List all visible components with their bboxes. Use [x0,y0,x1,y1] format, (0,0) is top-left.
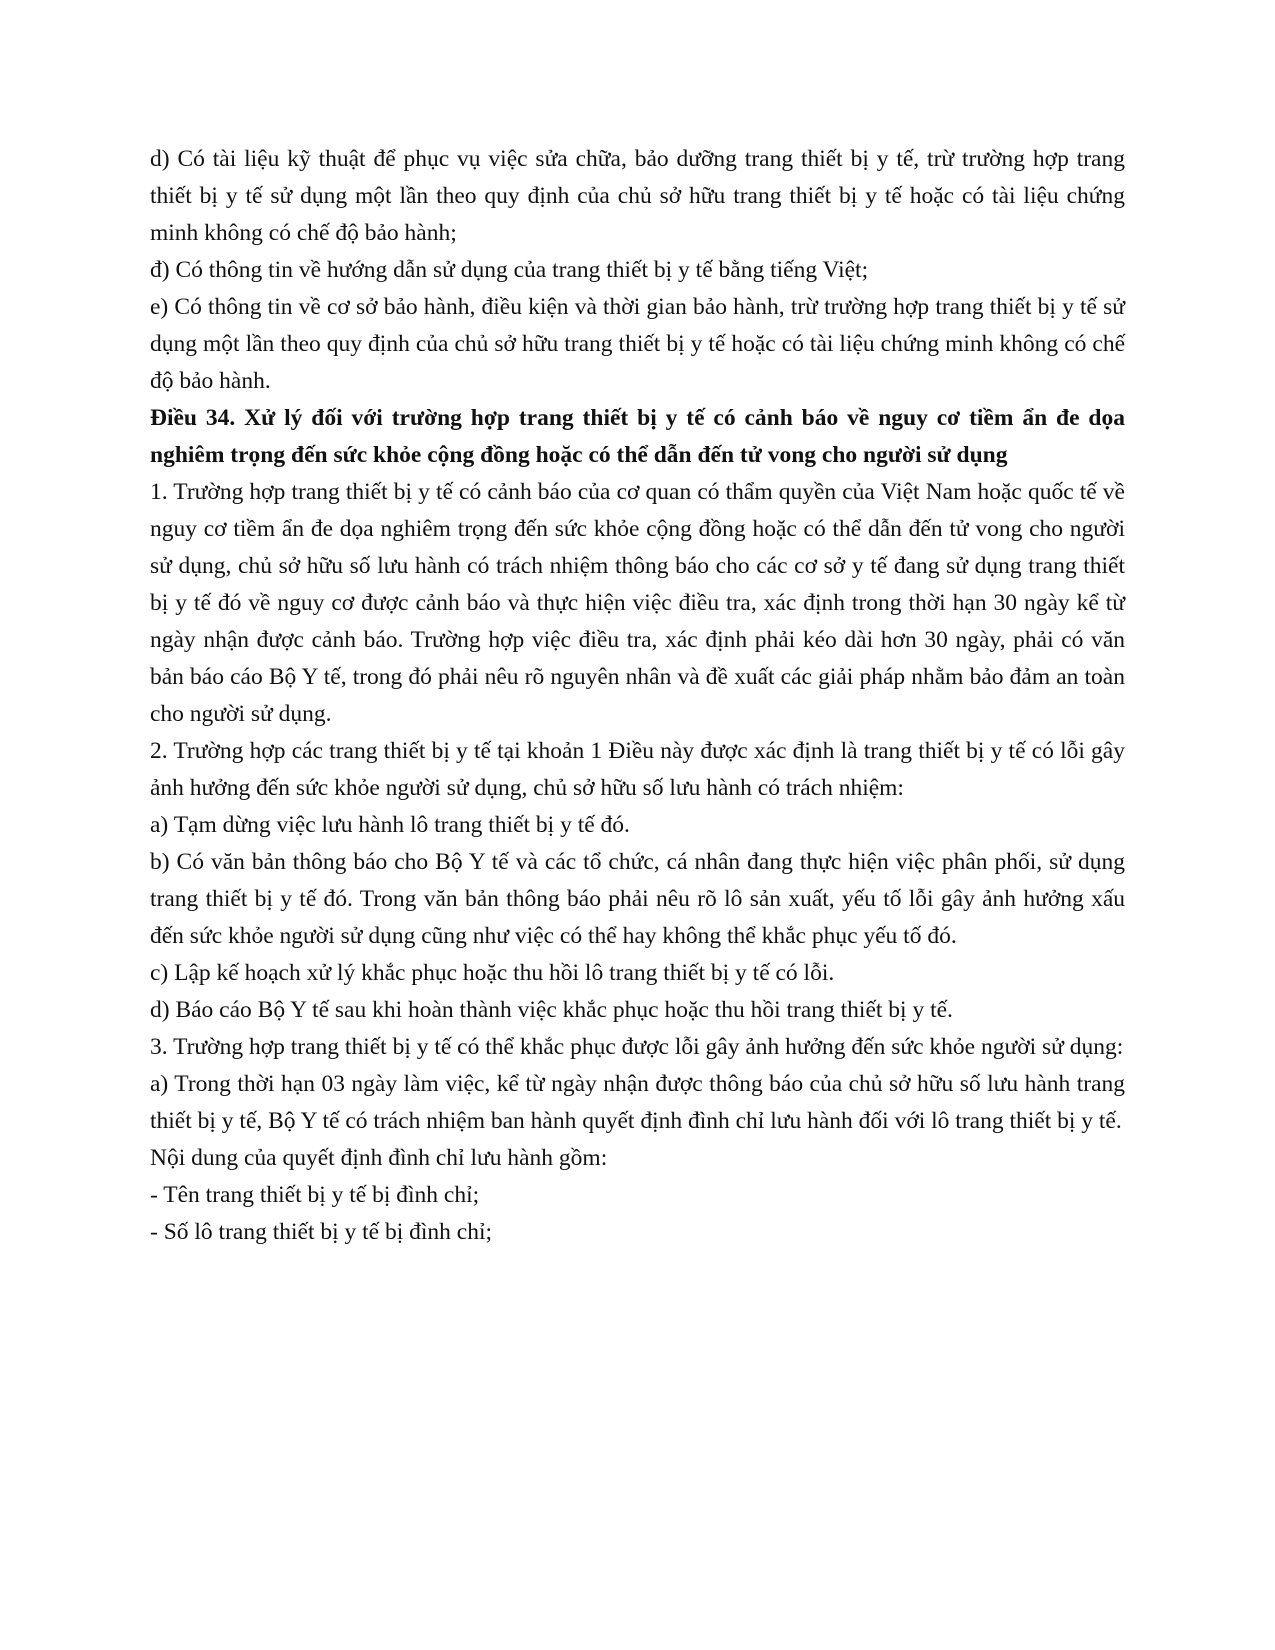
paragraph-clause-3-a: a) Trong thời hạn 03 ngày làm việc, kể từ ngày nhận được thông báo của chủ sở hữu số lưu hành trang thiết bị y tế, Bộ Y tế có trách nhiệm ban hành quyết định đình chỉ lưu hành đối với lô trang thiết bị y tế. [150,1071,1125,1134]
article-34-heading: Điều 34. Xử lý đối với trường hợp trang thiết bị y tế có cảnh báo về nguy cơ tiềm ẩn đe dọa nghiêm trọng đến sức khỏe cộng đồng hoặc có thể dẫn đến tử vong cho người sử dụng [150,405,1125,468]
paragraph-clause-1: 1. Trường hợp trang thiết bị y tế có cảnh báo của cơ quan có thẩm quyền của Việt Nam hoặc quốc tế về nguy cơ tiềm ẩn đe dọa nghiêm trọng đến sức khỏe cộng đồng hoặc có thể dẫn đến tử vong cho người sử dụng, chủ sở hữu số lưu hành có trách nhiệm thông báo cho các cơ sở y tế đang sử dụng trang thiết bị y tế đó về nguy cơ được cảnh báo và thực hiện việc điều tra, xác định trong thời hạn 30 ngày kể từ ngày nhận được cảnh báo. Trường hợp việc điều tra, xác định phải kéo dài hơn 30 ngày, phải có văn bản báo cáo Bộ Y tế, trong đó phải nêu rõ nguyên nhân và đề xuất các giải pháp nhằm bảo đảm an toàn cho người sử dụng. [150,479,1125,727]
paragraph-clause-2-a: a) Tạm dừng việc lưu hành lô trang thiết bị y tế đó. [150,812,630,838]
paragraph-clause-2-c: c) Lập kế hoạch xử lý khắc phục hoặc thu hồi lô trang thiết bị y tế có lỗi. [150,960,835,986]
paragraph-item-d-technical-docs: d) Có tài liệu kỹ thuật để phục vụ việc sửa chữa, bảo dưỡng trang thiết bị y tế, trừ trường hợp trang thiết bị y tế sử dụng một lần theo quy định của chủ sở hữu trang thiết bị y tế hoặc có tài liệu chứng minh không có chế độ bảo hành; [150,146,1125,246]
paragraph-clause-2-b: b) Có văn bản thông báo cho Bộ Y tế và các tổ chức, cá nhân đang thực hiện việc phân phối, sử dụng trang thiết bị y tế đó. Trong văn bản thông báo phải nêu rõ lô sản xuất, yếu tố lỗi gây ảnh hưởng xấu đến sức khỏe người sử dụng cũng như việc có thể hay không thể khắc phục yếu tố đó. [150,849,1125,949]
paragraph-clause-2-d: d) Báo cáo Bộ Y tế sau khi hoàn thành việc khắc phục hoặc thu hồi trang thiết bị y tế. [150,997,953,1023]
list-item-lot-number: - Số lô trang thiết bị y tế bị đình chỉ; [150,1219,493,1245]
document-page [150,141,1125,1251]
paragraph-suspension-contents: Nội dung của quyết định đình chỉ lưu hành gồm: [150,1145,608,1171]
paragraph-item-e-warranty-info: e) Có thông tin về cơ sở bảo hành, điều kiện và thời gian bảo hành, trừ trường hợp trang thiết bị y tế sử dụng một lần theo quy định của chủ sở hữu trang thiết bị y tế hoặc có tài liệu chứng minh không có chế độ bảo hành. [150,294,1125,394]
paragraph-clause-3: 3. Trường hợp trang thiết bị y tế có thể khắc phục được lỗi gây ảnh hưởng đến sức khỏe người sử dụng: [150,1034,1124,1060]
list-item-device-name: - Tên trang thiết bị y tế bị đình chỉ; [150,1182,480,1208]
paragraph-item-dd-usage-guide: đ) Có thông tin về hướng dẫn sử dụng của trang thiết bị y tế bằng tiếng Việt; [150,257,869,283]
paragraph-clause-2: 2. Trường hợp các trang thiết bị y tế tại khoản 1 Điều này được xác định là trang thiết bị y tế có lỗi gây ảnh hưởng đến sức khỏe người sử dụng, chủ sở hữu số lưu hành có trách nhiệm: [150,738,1125,801]
